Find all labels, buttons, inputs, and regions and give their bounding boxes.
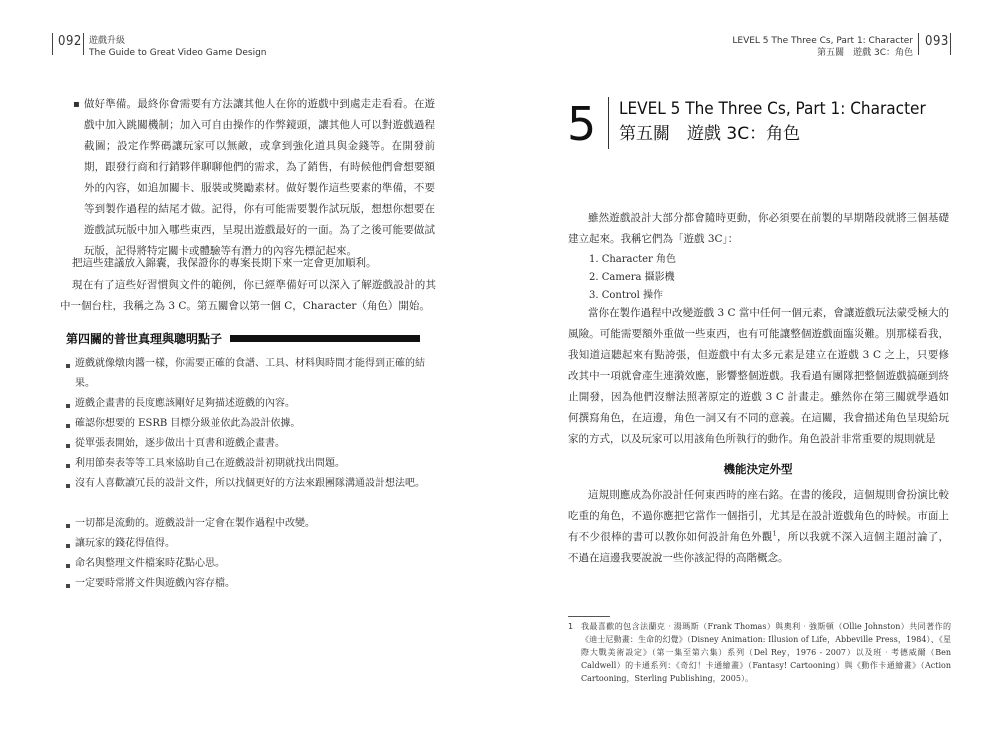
square-bullet-icon	[66, 484, 70, 488]
list-item: 一定要時常將文件與遊戲內容存檔。	[75, 578, 235, 589]
list-item: 2. Camera 攝影機	[589, 272, 675, 283]
footnote-number: 1	[568, 622, 574, 631]
page-number: 093	[925, 34, 949, 49]
header-divider	[52, 33, 53, 55]
running-header-title: LEVEL 5 The Three Cs, Part 1: Character	[732, 36, 913, 46]
footnote-marker: 1	[772, 529, 777, 538]
square-bullet-icon	[66, 424, 70, 428]
list-item: 沒有人喜歡讀冗長的設計文件，所以找個更好的方法來跟團隊溝通設計想法吧。	[75, 478, 425, 489]
section-heading: 第四關的普世真理與聰明點子	[66, 332, 223, 346]
subheading: 機能決定外型	[723, 462, 793, 476]
body-paragraph	[568, 485, 949, 569]
square-bullet-icon	[66, 444, 70, 448]
intro-paragraph: 雖然遊戲設計大部分都會隨時更動，你必須要在前製的早期階段就將三個基礎建立起來。我稱它們為「遊戲 3C」：	[568, 212, 949, 245]
running-header-subtitle: 第五關 遊戲 3C：角色	[817, 48, 913, 58]
running-header-title: 遊戲升級	[89, 36, 126, 46]
header-divider	[950, 33, 951, 55]
running-header-subtitle: The Guide to Great Video Game Design	[89, 48, 267, 58]
list-item: 從單張表開始，逐步做出十頁書和遊戲企畫書。	[75, 438, 285, 449]
list-item: 1. Character 角色	[589, 254, 677, 265]
square-bullet-icon	[66, 364, 70, 368]
page-number: 092	[58, 34, 82, 49]
list-item: 命名與整理文件檔案時花點心思。	[75, 558, 225, 569]
chapter-title-en: LEVEL 5 The Three Cs, Part 1: Character	[619, 99, 926, 119]
chapter-number: 5	[567, 97, 597, 151]
paragraph-text: 這規則應成為你設計任何東西時的座右銘。在書的後段，這個規則會扮演比較吃重的角色，不過你應把它當作一個指引，尤其是在設計遊戲角色的時候。市面上有不少很棒的書可以教你如何設計角色外觀	[568, 489, 949, 543]
bullet-paragraph: 做好準備。最終你會需要有方法讓其他人在你的遊戲中到處走走看看。在遊戲中加入跳關機制；加入可自由操作的作弊鏡頭，讓其他人可以對遊戲過程截圖；設定作弊碼讓玩家可以無敵，或拿到強化道具與金錢等。在開發前期，跟發行商和行銷夥伴聊聊他們的需求，為了銷售，有時候他們會想要額外的內容，如追加關卡、服裝或獎勵素材。做好製作這些要素的準備，不要等到製作過程的結尾才做。記得，你有可能需要製作試玩版，想想你想要在遊戲試玩版中加入哪些東西，呈現出遊戲最好的一面。為了之後可能要做試玩版，記得將特定關卡或體驗等有潛力的內容先標記起來。	[84, 98, 435, 257]
footnote-text: 我最喜歡的包含法蘭克‧湯瑪斯（Frank Thomas）與奧利‧強斯頓（Ollie Johnston）共同著作的《迪士尼動畫：生命的幻覺》（Disney Animation: Illusion of Life，Abbeville Press，1984）、《星際大戰美術設定》（第一集至第六集）系列（Del Rey，1976 - 2007）以及班‧考德威爾（Ben Caldwell）的卡通系列：《奇幻！卡通繪畫》（Fantasy! Cartooning）與《動作卡通繪畫》（Action Cartooning，Sterling Publishing，2005）。	[581, 622, 951, 683]
chapter-divider	[608, 97, 609, 149]
body-paragraph: 當你在製作過程中改變遊戲 3 C 當中任何一個元素，會讓遊戲玩法蒙受極大的風險。可能需要額外重做一些東西，也有可能讓整個遊戲面臨災難。別那樣看我，我知道這聽起來有點誇張，但遊戲中有太多元素是建立在遊戲 3 C 之上，只要修改其中一項就會產生連漪效應，影響整個遊戲。我看過有團隊把整個遊戲搞砸到終止開發，因為他們沒辦法照著原定的遊戲 3 C 計畫走。雖然你在第三關就學過如何撰寫角色，在這邊，角色一詞又有不同的意義。在這關，我會描述角色呈現給玩家的方式，以及玩家可以用該角色所執行的動作。角色設計非常重要的規則就是	[568, 307, 949, 445]
square-bullet-icon	[66, 584, 70, 588]
list-item: 遊戲就像燉肉醬一樣，你需要正確的食譜、工具、材料與時間才能得到正確的結果。	[75, 358, 425, 389]
square-bullet-icon	[66, 464, 70, 468]
list-item: 遊戲企畫書的長度應該剛好足夠描述遊戲的內容。	[75, 398, 295, 409]
list-item: 利用節奏表等等工具來協助自己在遊戲設計初期就找出問題。	[75, 458, 345, 469]
list-item: 3. Control 操作	[589, 290, 664, 301]
header-divider	[83, 33, 84, 55]
bullet-icon: ▪	[73, 99, 80, 110]
square-bullet-icon	[66, 564, 70, 568]
square-bullet-icon	[66, 544, 70, 548]
footnote-rule	[568, 616, 610, 617]
square-bullet-icon	[66, 524, 70, 528]
body-paragraph: 把這些建議放入錦囊，我保證你的專案長期下來一定會更加順利。	[72, 257, 377, 269]
paragraph-text: ，所以我就不深入這個主題討論了，不過在這邊我要說說一些你該記得的高階概念。	[568, 531, 950, 564]
chapter-title-zh: 第五關 遊戲 3C：角色	[619, 124, 801, 144]
body-paragraph: 現在有了這些好習慣與文件的範例，你已經準備好可以深入了解遊戲設計的其中一個台柱，我稱之為 3 C。第五關會以第一個 C，Character（角色）開始。	[60, 279, 436, 312]
square-bullet-icon	[66, 404, 70, 408]
header-divider	[918, 33, 919, 55]
section-heading-rule	[230, 335, 420, 342]
list-item: 讓玩家的錢花得值得。	[75, 538, 175, 549]
list-item: 一切都是流動的。遊戲設計一定會在製作過程中改變。	[75, 518, 315, 529]
right-page	[500, 0, 1000, 733]
list-item: 確認你想要的 ESRB 目標分級並依此為設計依據。	[75, 418, 301, 429]
